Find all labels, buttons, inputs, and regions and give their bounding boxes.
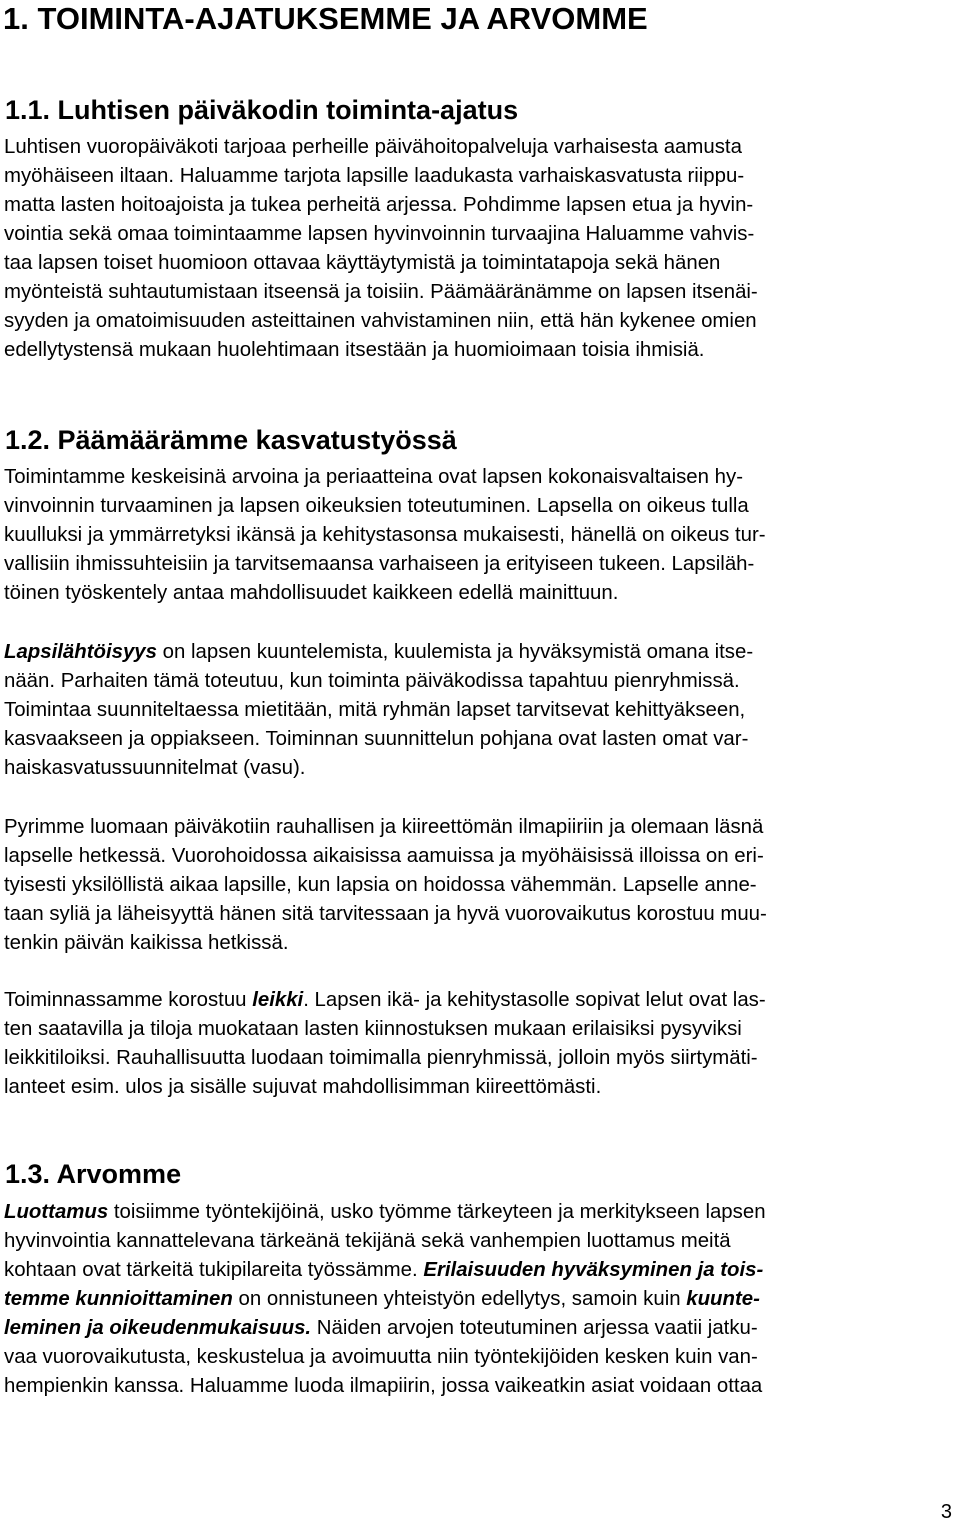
text-line: haiskasvatussuunnitelmat (vasu). xyxy=(4,757,306,779)
text-run: Toiminnassamme korostuu xyxy=(4,989,253,1011)
text-line: lanteet esim. ulos ja sisälle sujuvat mahdollisimman kiireettömästi. xyxy=(4,1076,602,1098)
term-erilaisuus: Erilaisuuden hyväksyminen ja tois- xyxy=(423,1259,764,1281)
section-1-2-paragraph-3 xyxy=(4,813,956,958)
text-line: kasvaakseen ja oppiakseen. Toiminnan suunnittelun pohjana ovat lasten omat var- xyxy=(4,728,749,750)
text-line: taa lapsen toiset huomioon ottavaa käyttäytymistä ja toimintatapoja sekä hänen xyxy=(4,252,721,274)
term-oikeudenmukaisuus: leminen ja oikeudenmukaisuus. xyxy=(4,1317,312,1339)
text-run: toisiimme työntekijöinä, usko työmme tärkeyteen ja merkitykseen lapsen xyxy=(108,1201,766,1223)
text-line: hempienkin kanssa. Haluamme luoda ilmapiirin, jossa vaikeatkin asiat voidaan ottaa xyxy=(4,1375,763,1397)
term-kunnioittaminen: temme kunnioittaminen xyxy=(4,1288,233,1310)
text-line: Toimintamme keskeisinä arvoina ja periaatteina ovat lapsen kokonaisvaltaisen hy- xyxy=(4,466,743,488)
text-line xyxy=(4,1285,956,1314)
text-line: tenkin päivän kaikissa hetkissä. xyxy=(4,932,289,954)
text-line: Pyrimme luomaan päiväkotiin rauhallisen ja kiireettömän ilmapiiriin ja olemaan läsnä xyxy=(4,816,764,838)
text-line: kuulluksi ja ymmärretyksi ikänsä ja kehitystasonsa mukaisesti, hänellä on oikeus tur- xyxy=(4,524,766,546)
section-heading-1-2: 1.2. Päämäärämme kasvatustyössä xyxy=(5,425,457,455)
text-line xyxy=(4,986,956,1015)
text-line: syyden ja omatoimisuuden asteittainen vahvistaminen niin, että hän kykenee omien xyxy=(4,310,757,332)
section-1-2-paragraph-2 xyxy=(4,638,956,783)
text-run: kohtaan ovat tärkeitä tukipilareita työssämme. xyxy=(4,1259,424,1281)
text-line xyxy=(4,1256,956,1285)
text-line: tyisesti yksilöllistä aikaa lapsille, kun lapsia on hoidossa vähemmän. Lapselle anne- xyxy=(4,874,757,896)
text-line: taan syliä ja läheisyyttä hänen sitä tarvitessaan ja hyvä vuorovaikutus korostuu muu- xyxy=(4,903,767,925)
section-heading-1-1: 1.1. Luhtisen päiväkodin toiminta-ajatus xyxy=(5,95,519,125)
text-line: lapselle hetkessä. Vuorohoidossa aikaisissa aamuissa ja myöhäisissä illoissa on eri- xyxy=(4,845,764,867)
term-lapsilahtoisyys: Lapsilähtöisyys xyxy=(4,641,157,663)
text-run: on onnistuneen yhteistyön edellytys, samoin kuin xyxy=(232,1288,687,1310)
text-line: vinvoinnin turvaaminen ja lapsen oikeuksien toteutuminen. Lapsella on oikeus tulla xyxy=(4,495,749,517)
text-run: Näiden arvojen toteutuminen arjessa vaatii jatku- xyxy=(311,1317,758,1339)
text-line: Luhtisen vuoropäiväkoti tarjoaa perheille päivähoitopalveluja varhaisesta aamusta xyxy=(4,136,742,158)
text-line: hyvinvointia kannattelevana tärkeänä tekijänä sekä vanhempien luottamus meitä xyxy=(4,1230,731,1252)
text-line xyxy=(4,1198,956,1227)
text-line: leikkitiloiksi. Rauhallisuutta luodaan toimimalla pienryhmissä, jolloin myös siirtymäti- xyxy=(4,1047,758,1069)
term-kuunteleminen: kuunte- xyxy=(686,1288,760,1310)
chapter-title: 1. TOIMINTA-AJATUKSEMME JA ARVOMME xyxy=(3,1,648,36)
section-1-2-paragraph-4 xyxy=(4,986,956,1102)
text-line: töinen työskentely antaa mahdollisuudet kaikkeen edellä mainittuun. xyxy=(4,582,619,604)
text-line: matta lasten hoitoajoista ja tukea perheitä arjessa. Pohdimme lapsen etua ja hyvin- xyxy=(4,194,754,216)
text-line: vaa vuorovaikutusta, keskustelua ja avoimuutta niin työntekijöiden kesken kuin van- xyxy=(4,1346,758,1368)
section-1-3-paragraph xyxy=(4,1198,956,1401)
text-line: myönteistä suhtautumistaan itseensä ja toisiin. Päämääränämme on lapsen itsenäi- xyxy=(4,281,758,303)
section-heading-1-3: 1.3. Arvomme xyxy=(5,1159,182,1189)
text-line xyxy=(4,638,956,667)
text-run: on lapsen kuuntelemista, kuulemista ja hyväksymistä omana itse- xyxy=(157,641,754,663)
text-line: myöhäiseen iltaan. Haluamme tarjota lapsille laadukasta varhaiskasvatusta riippu- xyxy=(4,165,745,187)
text-line xyxy=(4,1314,956,1343)
page-number: 3 xyxy=(940,1501,952,1523)
text-line: vallisiin ihmissuhteisiin ja tarvitsemaansa varhaiseen ja erityiseen tukeen. Lapsiläh- xyxy=(4,553,755,575)
text-line: vointia sekä omaa toimintaamme lapsen hyvinvoinnin turvaajina Haluamme vahvis- xyxy=(4,223,755,245)
text-line: edellytystensä mukaan huolehtimaan itsestään ja huomioimaan toisia ihmisiä. xyxy=(4,339,705,361)
section-1-1-paragraph xyxy=(4,133,956,365)
term-leikki: leikki xyxy=(252,989,304,1011)
text-run: . Lapsen ikä- ja kehitystasolle sopivat lelut ovat las- xyxy=(303,989,766,1011)
section-1-2-paragraph-1 xyxy=(4,463,956,608)
term-luottamus: Luottamus xyxy=(4,1201,109,1223)
text-line: ten saatavilla ja tiloja muokataan lasten kiinnostuksen mukaan erilaisiksi pysyviksi xyxy=(4,1018,742,1040)
text-line: nään. Parhaiten tämä toteutuu, kun toiminta päiväkodissa tapahtuu pienryhmissä. xyxy=(4,670,740,692)
text-line: Toimintaa suunniteltaessa mietitään, mitä ryhmän lapset tarvitsevat kehittyäkseen, xyxy=(4,699,746,721)
